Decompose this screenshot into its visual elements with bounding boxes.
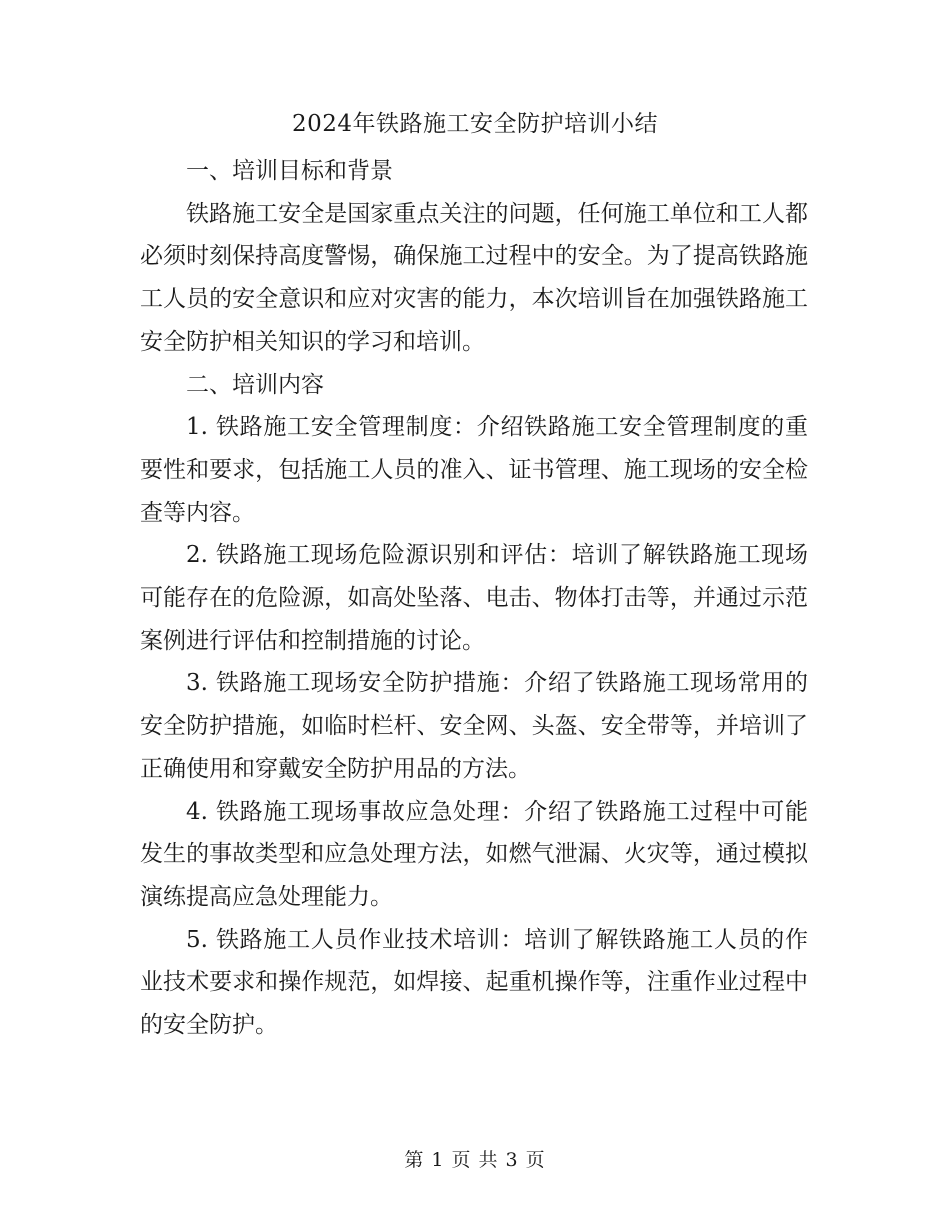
paragraph-item-2: 2. 铁路施工现场危险源识别和评估：培训了解铁路施工现场可能存在的危险源，如高处坠落、电击、物体打击等，并通过示范案例进行评估和控制措施的讨论。 [140, 542, 808, 654]
paragraph-item-5: 5. 铁路施工人员作业技术培训：培训了解铁路施工人员的作业技术要求和操作规范，如焊接、起重机操作等，注重作业过程中的安全防护。 [140, 926, 808, 1039]
paragraph-item-4: 4. 铁路施工现场事故应急处理：介绍了铁路施工过程中可能发生的事故类型和应急处理方法，如燃气泄漏、火灾等，通过模拟演练提高应急处理能力。 [140, 798, 808, 910]
paragraph-background: 铁路施工安全是国家重点关注的问题，任何施工单位和工人都必须时刻保持高度警惕，确保施工过程中的安全。为了提高铁路施工人员的安全意识和应对灾害的能力，本次培训旨在加强铁路施工安全防护相关知识的学习和培训。 [140, 200, 808, 355]
paragraph-item-3: 3. 铁路施工现场安全防护措施：介绍了铁路施工现场常用的安全防护措施，如临时栏杆、安全网、头盔、安全带等，并培训了正确使用和穿戴安全防护用品的方法。 [140, 670, 808, 782]
section-heading-content: 二、培训内容 [186, 371, 324, 398]
section-heading-background: 一、培训目标和背景 [186, 158, 393, 184]
document-body [140, 150, 808, 1047]
document-title: 2024年铁路施工安全防护培训小结 [291, 111, 659, 137]
page-number-footer: 第 1 页 共 3 页 [404, 1149, 546, 1171]
paragraph-item-1: 1. 铁路施工安全管理制度：介绍铁路施工安全管理制度的重要性和要求，包括施工人员的准入、证书管理、施工现场的安全检查等内容。 [140, 414, 808, 526]
